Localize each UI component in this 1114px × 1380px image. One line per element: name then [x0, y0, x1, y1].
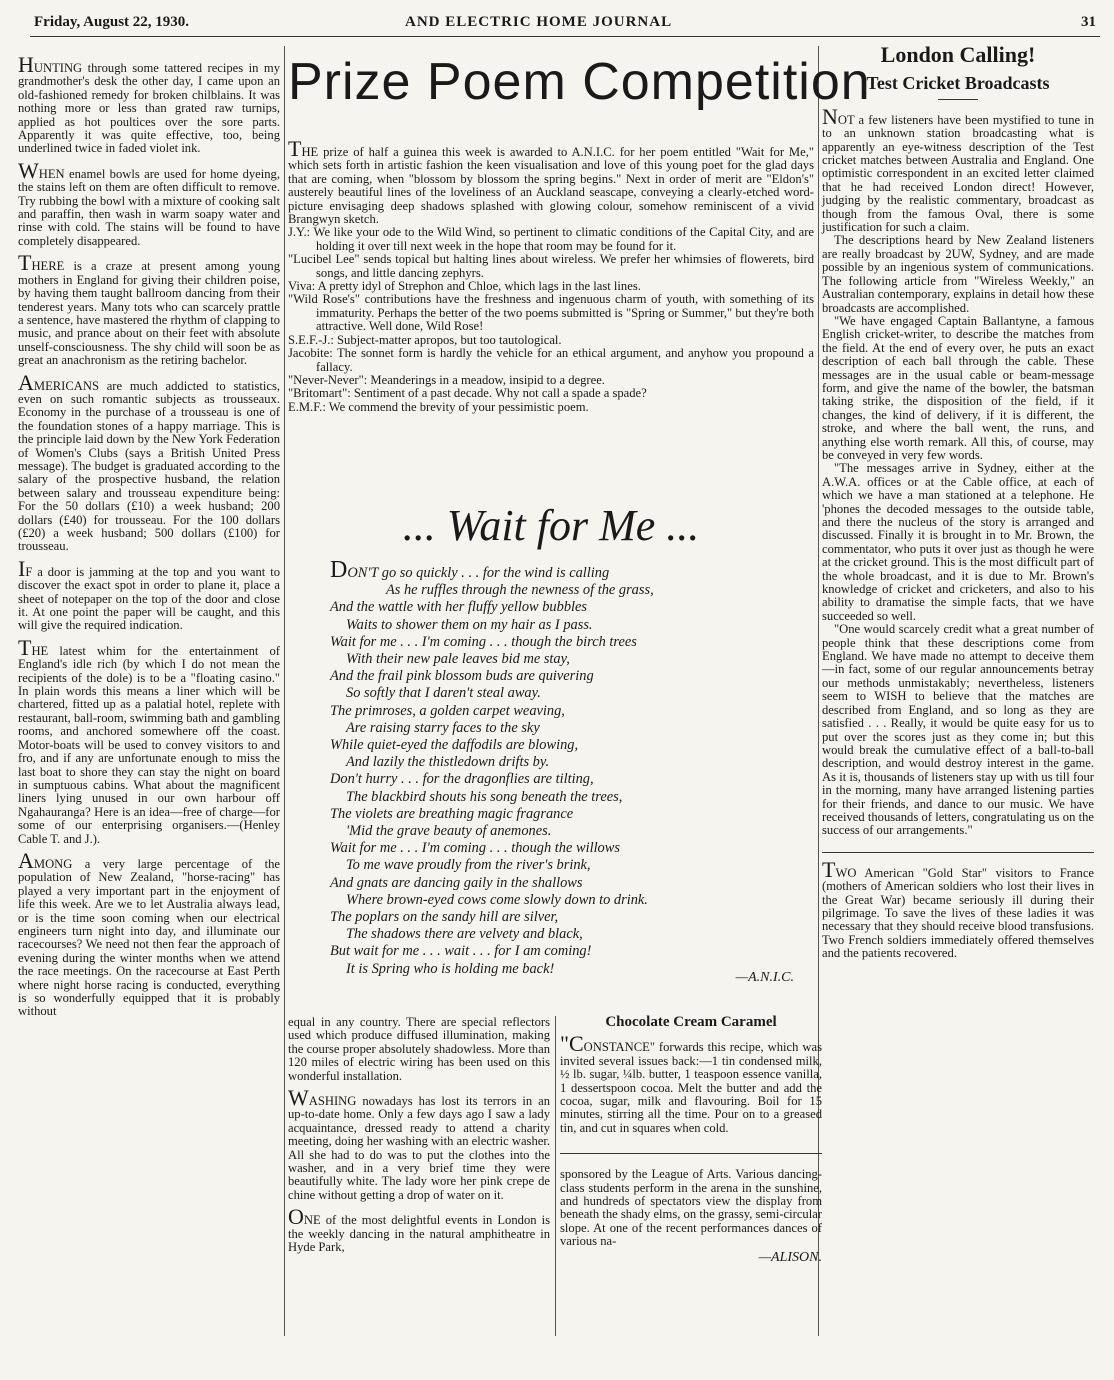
competition-entry: "Never-Never": Meanderings in a meadow, insipid to a degree. [288, 372, 605, 387]
section-rule [560, 1153, 822, 1154]
competition-entry: "Britomart": Sentiment of a past decade. Why not call a spade a spade? [288, 386, 647, 401]
poem-line: The violets are breathing magic fragrance [330, 805, 574, 822]
competition-entry: Jacobite: The sonnet form is hardly the vehicle for an ethical argument, and anyhow you propound a fallacy. [288, 346, 814, 374]
poem-line: And gnats are dancing gaily in the shallows [330, 874, 583, 891]
column-rule [284, 46, 285, 1336]
right-column [822, 42, 1094, 969]
article-hyde-park-dancing: ONE of the most delightful events in London is the weekly dancing in the natural amphitheatre in Hyde Park, [288, 1204, 550, 1255]
poem-line: And lazily the thistledown drifts by. [346, 754, 550, 771]
poem-line: It is Spring who is holding me back! [346, 960, 555, 977]
poem-body [330, 557, 800, 978]
article-jamming-door: IF a door is jamming at the top and you want to discover the exact spot in order to plane it, place a sheet of notepaper on the top of the door and close it. At one point the paper will be caught, and this will give the required indication. [18, 555, 280, 633]
cricket-para: "The messages arrive in Sydney, either at the A.W.A. offices or at the Cable office, at each of which we have a man stationed at a telephone. He 'phones the decoded messages to the outside table, and there the nucleus of the story is arranged and discussed. Finally it is brought in to Mr. Brown, the commentator, who puts it over just as though he were at the cricket ground. This is the most difficult part of the whole broadcast, and it is due to Mr. Brown's knowledge of cricket and cricketers, and also to his ability to dramatise the simple facts, that we have succeeded so well. [822, 461, 1094, 623]
poem-author: —A.N.I.C. [735, 970, 794, 985]
competition-title: Prize Poem Competition [288, 53, 871, 111]
competition-body [288, 136, 814, 414]
article-ballroom-dancing: THERE is a craze at present among young mothers in England for giving their children poise, by having them taught ballroom dancing from their tenderest years. Many tots who can scarcely prattle a sentence, have mastered the rhythm of clapping to music, and prance about on their feet with absolute unself-consciousness. The shy child will soon be as great an anachronism as the retiring bachelor. [18, 250, 280, 368]
article-racing-continued: equal in any country. There are special reflectors used which produce diffused illumination, making the course proper absolutely shadowless. More than 120 miles of electric wiring has been used on this wonderful installation. [288, 1015, 550, 1083]
column-rule [555, 1016, 556, 1336]
poem-line: The primroses, a golden carpet weaving, [330, 702, 565, 719]
article-chilblains: HUNTING through some tattered recipes in my grandmother's desk the other day, I came upon an old-fashioned remedy for broken chilblains. It was nothing more or less than grated raw turnips, applied as hot poultices over the sore parts. Apparently it was quite effective, too, being underlined twice in faded violet ink. [18, 52, 280, 156]
section-rule [822, 852, 1094, 853]
poem-line: As he ruffles through the newness of the grass, [386, 582, 654, 599]
competition-entry: "Wild Rose's" contributions have the freshness and ingenuous charm of youth, with something of its immaturity. Perhaps the better of the two poems submitted is "Spring or Summer," but they're both attractive. Well done, Wild Rose! [288, 292, 814, 334]
issue-date: Friday, August 22, 1930. [34, 14, 190, 30]
poem-line: Where brown-eyed cows come slowly down to drink. [346, 891, 648, 908]
competition-entry: S.E.F.-J.: Subject-matter apropos, but too tautological. [288, 332, 562, 347]
caramel-title: Chocolate Cream Caramel [605, 1014, 777, 1030]
article-electric-washer: WASHING nowadays has lost its terrors in an up-to-date home. Only a few days ago I saw a lady acquaintance, dressed ready to attend a charity meeting, doing her washing with an electric washer. All she had to do was to put the clothes into the washer, and in a very brief time they were beautifully white. The lady wore her pink crepe de chine without getting a drop of water on it. [288, 1085, 550, 1202]
poem-line: While quiet-eyed the daffodils are blowing, [330, 737, 579, 754]
competition-entry: E.M.F.: We commend the brevity of your pessimistic poem. [288, 399, 589, 414]
cricket-para: "One would scarcely credit what a great number of people think that these descriptions come from England. We have made no attempt to deceive them—in fact, some of our regular announcements betray our methods unmistakably; nevertheless, listeners seem to WISH to believe that the matches are described from England, and so long as they are satisfied . . . Really, it would be quite easy for us to put over the scores just as they come in; but this would break the cumulative effect of a ball-to-ball description, and would destroy interest in the game. As it is, thousands of listeners stay up with us till four in the morning, many have arranged listening parties for their friends, and dance to our music. We have received thousands of letters, congratulating us on the success of our arrangements." [822, 622, 1094, 838]
poem-line: Are raising starry faces to the sky [346, 719, 540, 736]
middle-bottom-right [560, 1016, 822, 1264]
poem-line: To me wave proudly from the river's brink, [346, 857, 591, 874]
header-rule [30, 36, 1100, 37]
caramel-recipe: "CONSTANCE" forwards this recipe, which was invited several issues back:—1 tin condensed milk, ½ lb. sugar, ¼lb. butter, 1 teaspoon essence vanilla, 1 dessertspoon cocoa. Melt the butter and add the cocoa, sugar, milk and flavouring. Boil for 15 minutes, stirring all the time. Pour on to a greased tin, and cut in squares when cold. [560, 1031, 822, 1135]
poem-line: 'Mid the grave beauty of anemones. [346, 823, 552, 840]
article-gold-star: TWO American "Gold Star" visitors to France (mothers of American soldiers who lost their lives in the Great War) became seriously ill during their pilgrimage. To save the lives of these ladies it was necessary that they should receive blood transfusions. Two French soldiers immediately offered themselves and the patients recovered. [822, 856, 1094, 961]
page-header [20, 10, 1100, 36]
poem-title: ... Wait for Me ... [402, 501, 700, 550]
journal-name: AND ELECTRIC HOME JOURNAL [405, 14, 673, 30]
poem-line: With their new pale leaves bid me stay, [346, 651, 570, 668]
left-column [18, 52, 280, 1027]
alison-signature: —ALISON. [758, 1249, 822, 1265]
poem-line: The blackbird shouts his song beneath the trees, [346, 788, 623, 805]
middle-bottom-left [288, 1016, 550, 1263]
poem-line: And the wattle with her fluffy yellow bubbles [330, 599, 588, 616]
competition-intro: THE prize of half a guinea this week is awarded to A.N.I.C. for her poem entitled "Wait for Me," which sets forth in artistic fashion the keen visualisation and love of this young poet for the glad days that are coming, when "blossom by blossom the spring begins." Next in order of merit are "Eldon's" austerely beautiful lines of the loveliness of an Auckland seascape, conveying a clearly-etched word-picture envisaging deep shadows splashed with glowing colour, somehow reminiscent of a vivid Brangwyn sketch. [288, 136, 814, 227]
poem-line: And the frail pink blossom buds are quivering [330, 668, 594, 685]
competition-entry: "Lucibel Lee" sends topical but halting lines about wireless. We prefer her whimsies of flowerets, bird songs, and little dancing zephyrs. [288, 252, 814, 280]
article-floating-casino: THE latest whim for the entertainment of England's idle rich (by which I do not mean the recipients of the dole) is to be a "floating casino." In plain words this means a liner which will be chartered, fitted up as a palatial hotel, replete with restaurant, ball-room, swimming bath and gambling rooms, and anchored somewhere off the coast. Motor-boats will be used to convey visitors to and fro, and if any are unfortunate enough to miss the last boat to shore they can stay the night on board in sumptuous cabins. What about the magnificent liners lying unused in our own harbour off Ngahauranga? Here is an idea—free of charge—for some of our enterprising organisers.—(Henley Cable T. and J.). [18, 634, 280, 846]
short-rule [938, 99, 978, 100]
poem-line: The poplars on the sandy hill are silver, [330, 909, 559, 926]
competition-entry: Viva: A pretty idyl of Strephon and Chloe, which lags in the last lines. [288, 279, 641, 294]
poem-line: DON'T go so quickly . . . for the wind is calling [330, 557, 610, 583]
test-cricket-subtitle: Test Cricket Broadcasts [866, 73, 1050, 94]
article-enamel-bowls: WHEN enamel bowls are used for home dyeing, the stains left on them are often difficult to remove. Try rubbing the bowl with a mixture of cooking salt and paraffin, then wash in warm soapy water and rinse with cold. The stains will be found to have completely disappeared. [18, 157, 280, 248]
page-number: 31 [1081, 14, 1096, 30]
poem-line: Waits to shower them on my hair as I pass. [346, 616, 593, 633]
cricket-para: The descriptions heard by New Zealand listeners are really broadcast by 2UW, Sydney, and are made possible by an ingenious system of communications. The following article from "Wireless Weekly," an Australian contemporary, explains in detail how these broadcasts are accomplished. [822, 233, 1094, 315]
london-calling-title: London Calling! [880, 42, 1036, 67]
cricket-para: NOT a few listeners have been mystified to tune in to an unknown station broadcasting what is apparently an eye-witness description of the Test cricket matches between Australia and England. One optimistic correspondent in an excited letter claimed that he had received London direct! However, judging by the realistic commentary, broadcast as though from the famous Oval, there is some justification for such a claim. [822, 103, 1094, 235]
poem-line: Don't hurry . . . for the dragonflies are tilting, [330, 771, 594, 788]
article-horse-racing: AMONG a very large percentage of the population of New Zealand, "horse-racing" has played a very important part in the enjoyment of life this week. Are we to let Australia always lead, or is the time soon coming when our electrical engineers turn night into day, and illuminate our racecourses? We need not then fear the approach of evening during the winter months when we attend the race meetings. On the racecourse at East Perth where night horse racing is conducted, everything is so wonderfully equipped that it is probably without [18, 847, 280, 1019]
poem-line: Wait for me . . . I'm coming . . . though the birch trees [330, 633, 637, 650]
poem-line: Wait for me . . . I'm coming . . . though the willows [330, 840, 620, 857]
poem-line: The shadows there are velvety and black, [346, 926, 583, 943]
article-trousseaux: AMERICANS are much addicted to statistics, even on such romantic subjects as trousseaux. Economy in the purchase of a trousseau is one of the foundation stones of a happy marriage. This is the principle laid down by the New York Federation of Women's Clubs (says a British United Press message). The budget is graduated according to the salary of the prospective husband, the relation between salary and trousseau expenditure being: For the 50 dollars (£10) a week husband; 200 dollars (£40) for trousseau. For the 100 dollars (£20) a week husband; 500 dollars (£100) for trousseau. [18, 369, 280, 554]
poem-line: But wait for me . . . wait . . . for I am coming! [330, 943, 592, 960]
cricket-para: "We have engaged Captain Ballantyne, a famous English cricket-writer, to describe the matches from the field. At the end of every over, he puts an exact description of each ball through the cable. These messages are in the usual cable or beam-message form, and give the name of the bowler, the batsman taking strike, the disposition of the field, if it changes, the kind of delivery, if it is different, the stroke, and where the ball went, the runs, and anything else worth remark. All this, of course, may be conveyed in very few words. [822, 313, 1094, 462]
poem-line: So softly that I daren't steal away. [346, 685, 541, 702]
hyde-park-continued: sponsored by the League of Arts. Various dancing-class students perform in the arena in the sunshine, and hundreds of spectators view the display from beneath the shady elms, on the grassy, semi-circular slope. At one of the recent performances dances of various na- [560, 1167, 822, 1249]
competition-entry: J.Y.: We like your ode to the Wild Wind, so pertinent to climatic conditions of the Capital City, and are holding it over till next week in the hope that room may be found for it. [288, 225, 814, 253]
